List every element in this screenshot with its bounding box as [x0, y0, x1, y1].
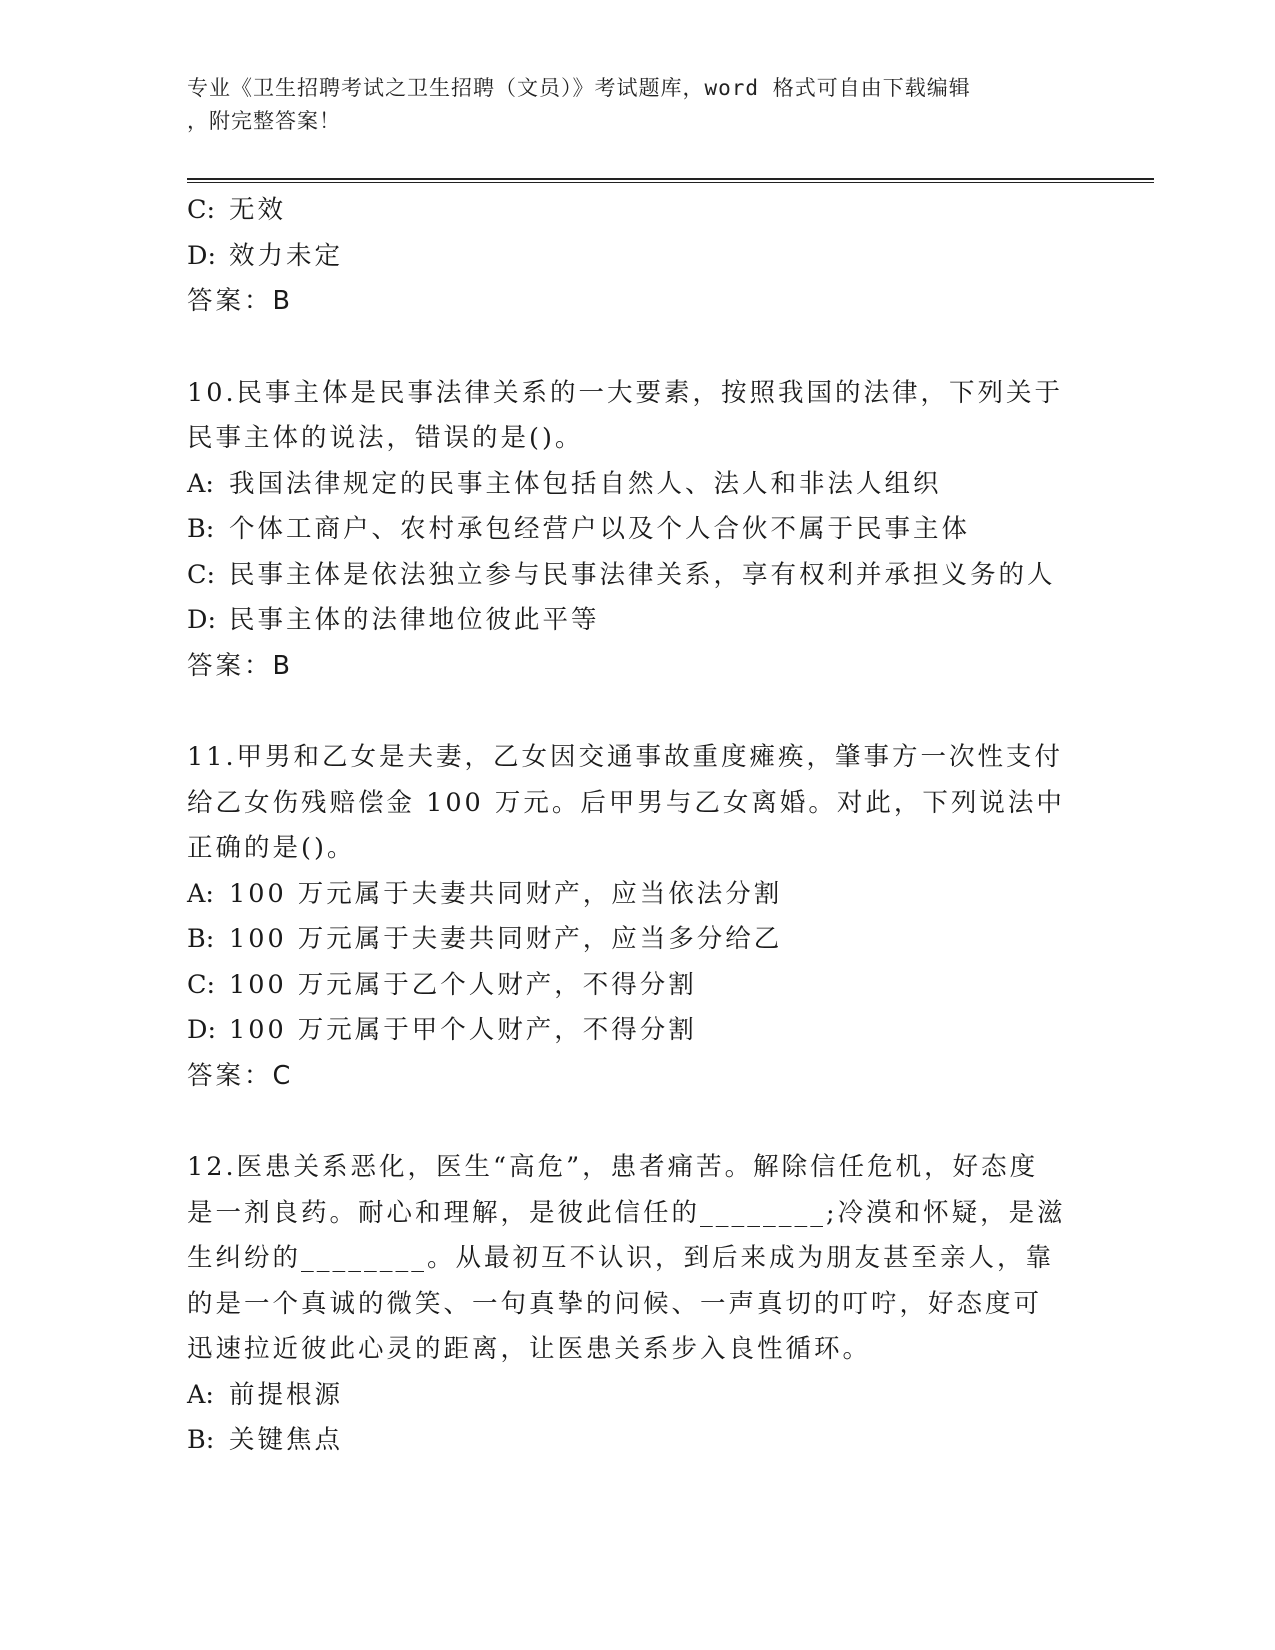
option-key: C:: [187, 969, 216, 1000]
question-text-line: 给乙女伤残赔偿金 100 万元。后甲男与乙女离婚。对此，下列说法中: [187, 787, 1065, 818]
option-key: D:: [187, 605, 217, 635]
option-key: A:: [187, 878, 215, 909]
option-key: C:: [187, 559, 216, 590]
option-text: 100 万元属于乙个人财产，不得分割: [229, 969, 697, 1000]
option-c: [187, 553, 1087, 599]
option-b: [187, 917, 1087, 963]
option-b: [187, 507, 1087, 553]
option-text: 无效: [229, 195, 287, 225]
option-d: [187, 598, 1087, 644]
option-a: [187, 872, 1087, 918]
question-12: [187, 1145, 1087, 1464]
option-a: [187, 462, 1087, 508]
option-key: D:: [187, 240, 217, 271]
option-text: 100 万元属于甲个人财产，不得分割: [229, 1015, 697, 1045]
header-line-1: 专业《卫生招聘考试之卫生招聘（文员）》考试题库，word 格式可自由下载编辑: [187, 76, 971, 100]
question-text-line: 的是一个真诚的微笑、一句真挚的问候、一声真切的叮咛，好态度可: [187, 1288, 1043, 1319]
question-9: [187, 188, 1087, 325]
question-text-line: 迅速拉近彼此心灵的距离，让医患关系步入良性循环。: [187, 1334, 872, 1364]
question-text-line: 是一剂良药。耐心和理解，是彼此信任的________;冷漠和怀疑，是滋: [187, 1197, 1066, 1228]
question-text-line: 民事主体的说法，错误的是()。: [187, 423, 584, 453]
option-text: 个体工商户、农村承包经营户以及个人合伙不属于民事主体: [229, 514, 971, 544]
question-text-line: 11.甲男和乙女是夫妻，乙女因交通事故重度瘫痪，肇事方一次性支付: [187, 742, 1064, 772]
option-d: [187, 234, 1087, 280]
answer-line: 答案：B: [187, 286, 293, 316]
option-text: 100 万元属于夫妻共同财产，应当多分给乙: [229, 924, 783, 954]
option-c: [187, 963, 1087, 1009]
header-line-2: ，附完整答案！: [187, 109, 341, 133]
question-11: [187, 735, 1087, 1099]
option-text: 我国法律规定的民事主体包括自然人、法人和非法人组织: [229, 468, 942, 499]
option-key: A:: [187, 1379, 215, 1410]
option-c: [187, 188, 1087, 234]
question-list: [187, 188, 1087, 1464]
document-header: [187, 72, 1077, 138]
header-divider: [187, 178, 1154, 183]
option-a: [187, 1373, 1087, 1419]
option-text: 民事主体的法律地位彼此平等: [229, 605, 600, 635]
question-text-line: 生纠纷的________。从最初互不认识，到后来成为朋友甚至亲人，靠: [187, 1243, 1055, 1273]
option-text: 前提根源: [229, 1379, 344, 1410]
option-key: B:: [187, 1425, 215, 1455]
question-text-line: 12.医患关系恶化，医生“高危”，患者痛苦。解除信任危机，好态度: [187, 1152, 1039, 1182]
option-key: C:: [187, 195, 216, 225]
option-text: 效力未定: [229, 240, 344, 271]
question-text-line: 10.民事主体是民事法律关系的一大要素，按照我国的法律，下列关于: [187, 377, 1064, 408]
option-text: 关键焦点: [229, 1425, 344, 1455]
answer-line: 答案：B: [187, 650, 293, 681]
option-text: 民事主体是依法独立参与民事法律关系，享有权利并承担义务的人: [229, 559, 1056, 590]
question-text-line: 正确的是()。: [187, 833, 356, 863]
option-key: B:: [187, 924, 215, 954]
option-key: A:: [187, 468, 215, 499]
answer-line: 答案：C: [187, 1060, 294, 1091]
option-d: [187, 1008, 1087, 1054]
option-key: B:: [187, 514, 215, 544]
option-text: 100 万元属于夫妻共同财产，应当依法分割: [229, 878, 783, 909]
option-key: D:: [187, 1015, 217, 1045]
question-10: [187, 371, 1087, 690]
option-b: [187, 1418, 1087, 1464]
